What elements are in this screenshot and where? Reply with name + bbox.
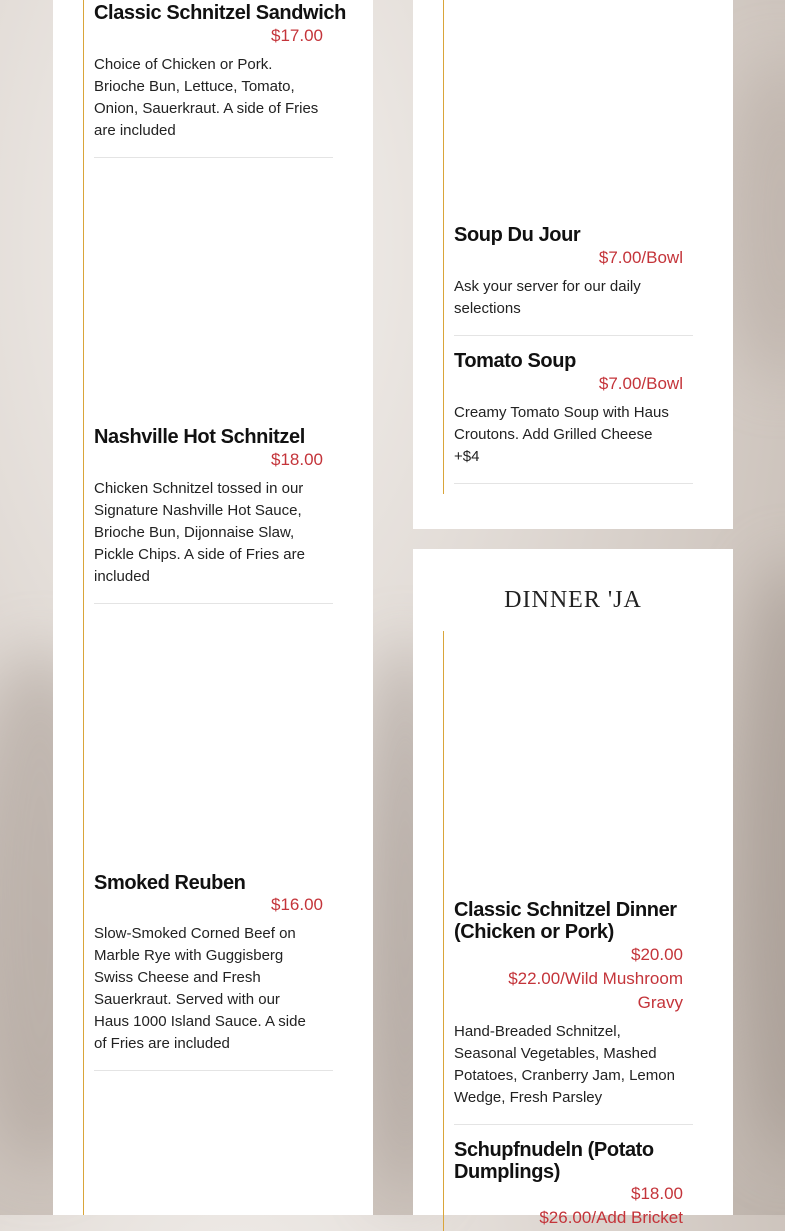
background-blur bbox=[730, 560, 785, 1160]
item-description: Chicken Schnitzel tossed in our Signature Nashville Hot Sauce, Brioche Bun, Dijonnaise Slaw, Pickle Chips. A side of Fries are included bbox=[94, 480, 305, 585]
item-description: Ask your server for our daily selections bbox=[454, 278, 641, 317]
item-image bbox=[94, 616, 333, 856]
item-price: $17.00 bbox=[271, 26, 323, 45]
item-price: $20.00 bbox=[631, 945, 683, 964]
item-name: Nashville Hot Schnitzel bbox=[94, 426, 305, 448]
item-image bbox=[454, 639, 693, 889]
item-divider bbox=[454, 335, 693, 336]
item-name: Tomato Soup bbox=[454, 350, 576, 372]
menu-panel-soups bbox=[413, 0, 733, 529]
item-divider bbox=[454, 1124, 693, 1125]
item-description: Choice of Chicken or Pork. Brioche Bun, Lettuce, Tomato, Onion, Sauerkraut. A side of Fries are included bbox=[94, 56, 319, 139]
item-price: $7.00/Bowl bbox=[598, 248, 683, 267]
item-name: Soup Du Jour bbox=[454, 224, 581, 246]
item-image bbox=[94, 170, 333, 410]
item-divider bbox=[94, 1070, 333, 1071]
section-title: DINNER 'JA bbox=[504, 587, 642, 613]
item-description: Slow-Smoked Corned Beef on Marble Rye with Guggisberg Swiss Cheese and Fresh Sauerkraut. Served with our Haus 1000 Island Sauce. A side of Fries are included bbox=[94, 925, 306, 1052]
item-price: $16.00 bbox=[271, 895, 323, 914]
item-name: Classic Schnitzel Dinner (Chicken or Pork) bbox=[454, 899, 677, 943]
item-price: $18.00 bbox=[271, 450, 323, 469]
accent-line bbox=[83, 0, 84, 1215]
menu-panel-sandwiches bbox=[53, 0, 373, 1215]
item-price: $7.00/Bowl bbox=[598, 374, 683, 393]
item-name: Classic Schnitzel Sandwich bbox=[94, 2, 346, 24]
item-divider bbox=[94, 603, 333, 604]
item-price-alt: $26.00/Add Bricket bbox=[539, 1208, 683, 1227]
item-description: Hand-Breaded Schnitzel, Seasonal Vegetables, Mashed Potatoes, Cranberry Jam, Lemon Wedge, Fresh Parsley bbox=[454, 1023, 675, 1106]
item-image bbox=[94, 1083, 333, 1215]
menu-panel-dinner bbox=[413, 549, 733, 1227]
accent-line bbox=[443, 0, 444, 494]
item-description: Creamy Tomato Soup with Haus Croutons. Add Grilled Cheese +$4 bbox=[454, 404, 669, 465]
accent-line bbox=[443, 631, 444, 1231]
item-price-alt: $22.00/Wild Mushroom Gravy bbox=[508, 969, 683, 1012]
item-divider bbox=[94, 157, 333, 158]
item-divider bbox=[454, 483, 693, 484]
item-name: Smoked Reuben bbox=[94, 872, 246, 894]
item-price: $18.00 bbox=[631, 1184, 683, 1203]
item-name: Schupfnudeln (Potato Dumplings) bbox=[454, 1139, 654, 1183]
item-image bbox=[454, 0, 693, 210]
